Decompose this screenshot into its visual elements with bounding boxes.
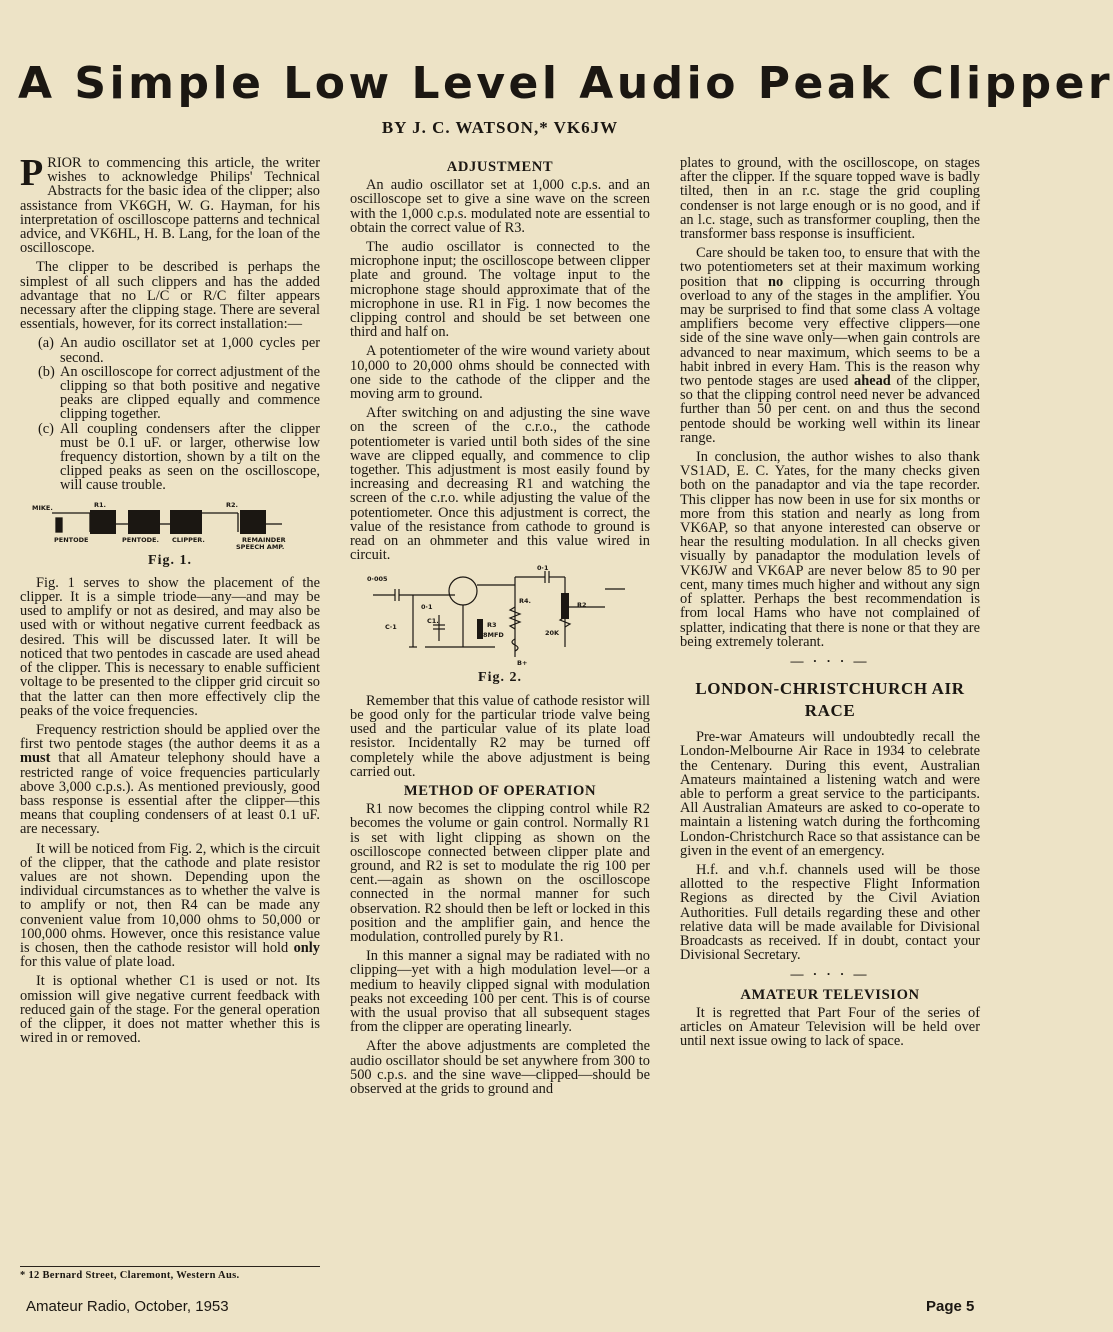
fig2-label-20k: 20K	[545, 629, 560, 638]
fig1-label-speech-amp: SPEECH AMP.	[236, 542, 285, 551]
fig2-label-bplus: B+	[517, 659, 528, 668]
list-item	[20, 422, 320, 493]
text-run: clipping is occurring through overload to any of the stages in the amplifier. You may be surprised to find that some class A voltage amplifiers become very effective clippers—one side of the sine wave only—when gain controls are advanced to near maximum, which seems to be a habit inbred in every Ham. This is the reason why two pentode stages are used	[680, 273, 980, 390]
fig2-label-input-cap: 0·005	[367, 575, 388, 584]
section-separator: — · · · —	[790, 652, 870, 668]
paragraph	[680, 246, 980, 445]
paragraph: plates to ground, with the oscilloscope, on stages after the clipper. If the square topped wave is badly tilted, then in an r.c. stage the grid coupling condenser is not large enough or is no good, and if an l.c. stage, such as transformer coupling, then the transformer bass response is insufficient.	[680, 155, 980, 243]
text-run: It will be noticed from Fig. 2, which is the circuit of the clipper, that the cathode and plate resistor values are not shown. Depending upon the individual circumstances as to whether the valve is to amplify or not, then R4 can be made any convenient value from 10,000 ohms to 50,000 or 100,000 ohms. However, once this resistance value is chosen, then the cathode resistor will hold	[20, 840, 320, 956]
text-run: of the clipper, so that the clipping control need never be advanced further than 50 per cent. on and thus the second pentode should be working well within its linear range.	[680, 373, 980, 446]
text-run: for this value of plate load.	[20, 954, 176, 971]
fig2-label-8mfd: 8MFD	[483, 631, 504, 640]
text-run: Frequency restriction should be applied over the first two pentode stages (the author deems it as a	[20, 721, 320, 753]
fig2-label-c1: C1.	[427, 617, 439, 626]
fig2-label-grid-cap: 0·1	[421, 603, 433, 612]
requirements-list	[20, 336, 320, 492]
text-run: Care should be taken too, to ensure that with the two potentiometers set at their maximum working position that	[680, 245, 980, 290]
paragraph	[20, 842, 320, 970]
paragraph: A potentiometer of the wire wound variety about 10,000 to 20,000 ohms should be connected with one side to the cathode of the clipper and the moving arm to ground.	[350, 343, 650, 403]
paragraph: An audio oscillator set at 1,000 c.p.s. and an oscilloscope set to give a sine wave on the screen with the 1,000 c.p.s. modulated note are essential to obtain the correct value of R3.	[350, 177, 650, 236]
paragraph: R1 now becomes the clipping control while R2 becomes the volume or gain control. Normally R1 is set with light clipping as shown on the oscilloscope connected between clipper plate and ground, and R2 is set to modulate the rig 100 per cent.—again as shown on the oscilloscope connected in the normal manner for such observation. R2 should then be left or locked in this position and the amplifier gain, and hence the modulation, controlled purely by R1.	[350, 801, 650, 945]
fig1-label-r2: R2.	[226, 500, 238, 509]
fig2-label-r3: R3	[487, 621, 497, 630]
list-label: (a)	[38, 335, 54, 352]
emphasis: no	[768, 273, 784, 290]
author-footnote: * 12 Bernard Street, Claremont, Western Aus.	[20, 1266, 320, 1281]
emphasis: only	[293, 939, 320, 956]
column-3	[680, 156, 980, 1053]
heading-adjustment: ADJUSTMENT	[446, 159, 554, 175]
fig2-caption: Fig. 2.	[478, 670, 522, 686]
fig2-circuit-diagram	[365, 564, 635, 668]
article-byline: BY J. C. WATSON,* VK6JW	[381, 118, 619, 137]
intro-text: RIOR to commencing this article, the writer wishes to acknowledge Philips' Technical Abstracts for the basic idea of the clipper; also assistance from VK6GH, W. G. Hayman, for his interpretation of oscilloscope patterns and technical advice, and VK6HL, H. B. Lang, for the loan of the oscilloscope.	[20, 155, 320, 257]
fig1-label-pentode-1: PENTODE	[54, 535, 89, 544]
emphasis: ahead	[854, 373, 891, 390]
section-separator: — · · · —	[790, 966, 870, 982]
emphasis: must	[20, 750, 51, 767]
column-2	[350, 156, 650, 1101]
fig1-label-remainder: REMAINDER	[242, 535, 286, 544]
paragraph: The clipper to be described is perhaps the simplest of all such clippers and has the added advantage that no L/C or R/C filter appears necessary after the clipping stage. There are several essentials, however, for its correct installation:—	[20, 259, 320, 333]
list-item	[20, 336, 320, 364]
intro-paragraph	[20, 152, 320, 257]
heading-amateur-television: AMATEUR TELEVISION	[740, 986, 920, 1003]
paragraph: It is optional whether C1 is used or not. Its omission will give negative current feedback with reduced gain of the stage. For the general operation of the clipper, it does not matter whether this is wired in or removed.	[20, 973, 320, 1047]
footer-publication: Amateur Radio, October, 1953	[26, 1298, 229, 1315]
fig1-label-clipper: CLIPPER.	[172, 535, 205, 544]
fig1-label-mike: MIKE.	[32, 503, 53, 512]
list-label: (c)	[38, 420, 54, 437]
fig2-label-r2: R2	[577, 601, 587, 610]
paragraph: The audio oscillator is connected to the microphone input; the oscilloscope between clipper plate and ground. The voltage input to the microphone stage should approximate that of the microphone in use. R1 in Fig. 1 now becomes the clipping control and should be set between one third and half on.	[350, 239, 650, 341]
paragraph: Pre-war Amateurs will undoubtedly recall the London-Melbourne Air Race in 1934 to celebrate the Centenary. During this event, Australian Amateurs maintained a listening watch and were able to perform a great service to the participants. All Australian Amateurs are asked to co-operate to maintain a listening watch during the forthcoming London-Christchurch Race so that assistance can be given in the event of an emergency.	[680, 729, 980, 859]
heading-method: METHOD OF OPERATION	[403, 782, 597, 799]
paragraph: Remember that this value of cathode resistor will be good only for the particular triode valve being used and the particular value of its plate load resistor. Incidentally R2 may be turned off completely while the above adjustment is being carried out.	[350, 692, 650, 780]
fig1-block-diagram	[30, 498, 310, 550]
drop-cap: P	[20, 152, 44, 194]
paragraph	[20, 723, 320, 837]
fig2-label-r4: R4.	[519, 597, 531, 606]
fig1-label-pentode-2: PENTODE.	[122, 535, 159, 544]
text-run: that all Amateur telephony should have a restricted range of voice frequencies particularly above 3,000 c.p.s.). As mentioned previously, good bass response is essential after the clipper—this means that coupling condensers of at least 0.1 uF. are necessary.	[20, 750, 320, 838]
heading-air-race: LONDON-CHRISTCHURCH AIR RACE	[695, 679, 965, 721]
fig1-label-r1: R1.	[94, 500, 106, 509]
fig2-label-output-cap: 0·1	[537, 564, 549, 573]
article-title: A Simple Low Level Audio Peak Clipper	[18, 58, 1113, 109]
list-label: (b)	[38, 363, 55, 380]
list-text: All coupling condensers after the clipper must be 0.1 uF. or larger, otherwise low frequency distortion, shown by a tilt on the clipped peaks as seen on the oscilloscope, will cause trouble.	[60, 420, 320, 494]
paragraph: It is regretted that Part Four of the series of articles on Amateur Television will be held over until next issue owing to lack of space.	[680, 1004, 980, 1050]
paragraph: After switching on and adjusting the sine wave on the screen of the c.r.o., the cathode potentiometer is varied until both sides of the sine wave are clipped equally, and commence to clip together. This adjustment is most easily found by increasing and decreasing R1 and watching the screen of the c.r.o. while adjusting the value of the potentiometer. Once this adjustment is correct, the value of the resistance from cathode to ground is read on an ohmmeter and this value wired in circuit.	[350, 405, 650, 564]
fig1-caption: Fig. 1.	[148, 552, 192, 568]
column-1	[20, 152, 320, 1050]
list-text: An audio oscillator set at 1,000 cycles per second.	[60, 335, 320, 366]
paragraph: In conclusion, the author wishes to also thank VS1AD, E. C. Yates, for the many checks given both on the panadaptor and via the tape recorder. This clipper has now been in use for six months or more from this station and nearly as long from VK6AP, so that anyone interested can observe or hear the resulting modulation. In all checks given visually by panadaptor the modulation levels of VK6JW and VK6AP are never below 85 to 90 per cent, many times much higher and without any sign of splatter. Perhaps the best recommendation is from local Hams who have not complained of splatter, indicating that there is none or that they are being extremely tolerant.	[680, 449, 980, 650]
paragraph: H.f. and v.h.f. channels used will be those allotted to the respective Flight Information Regions as directed by the Civil Aviation Authorities. Full details regarding these and other relative data will be made available for Divisional Broadcasts as received. If in doubt, contact your Divisional Secretary.	[680, 861, 980, 964]
list-item	[20, 365, 320, 422]
paragraph: In this manner a signal may be radiated with no clipping—yet with a high modulation level—or a medium to heavily clipped signal with modulation peaks not exceeding 100 per cent. This is of course with the usual proviso that all subsequent stages from the clipper are operating linearly.	[350, 948, 650, 1036]
footer-page-number: Page 5	[926, 1298, 975, 1315]
list-text: An oscilloscope for correct adjustment of the clipping so that both positive and negative peaks are clipped equally and commence clipping together.	[60, 363, 320, 423]
paragraph: Fig. 1 serves to show the placement of the clipper. It is a simple triode—any—and may be used to amplify or not as desired, and may also be used with or without negative current feedback as desired. This will be discussed later. It will be noticed that two pentodes in cascade are used ahead of the clipper. This is necessary to enable sufficient voltage to be presented to the clipper grid circuit so that the latter can then more effectively clip the peaks of the voice frequencies.	[20, 574, 320, 719]
paragraph: After the above adjustments are completed the audio oscillator should be set anywhere from 300 to 500 c.p.s. and the sine wave—clipped—should be observed at the grids to ground and	[350, 1038, 650, 1097]
fig2-label-c1-dot: C·1	[385, 623, 397, 632]
